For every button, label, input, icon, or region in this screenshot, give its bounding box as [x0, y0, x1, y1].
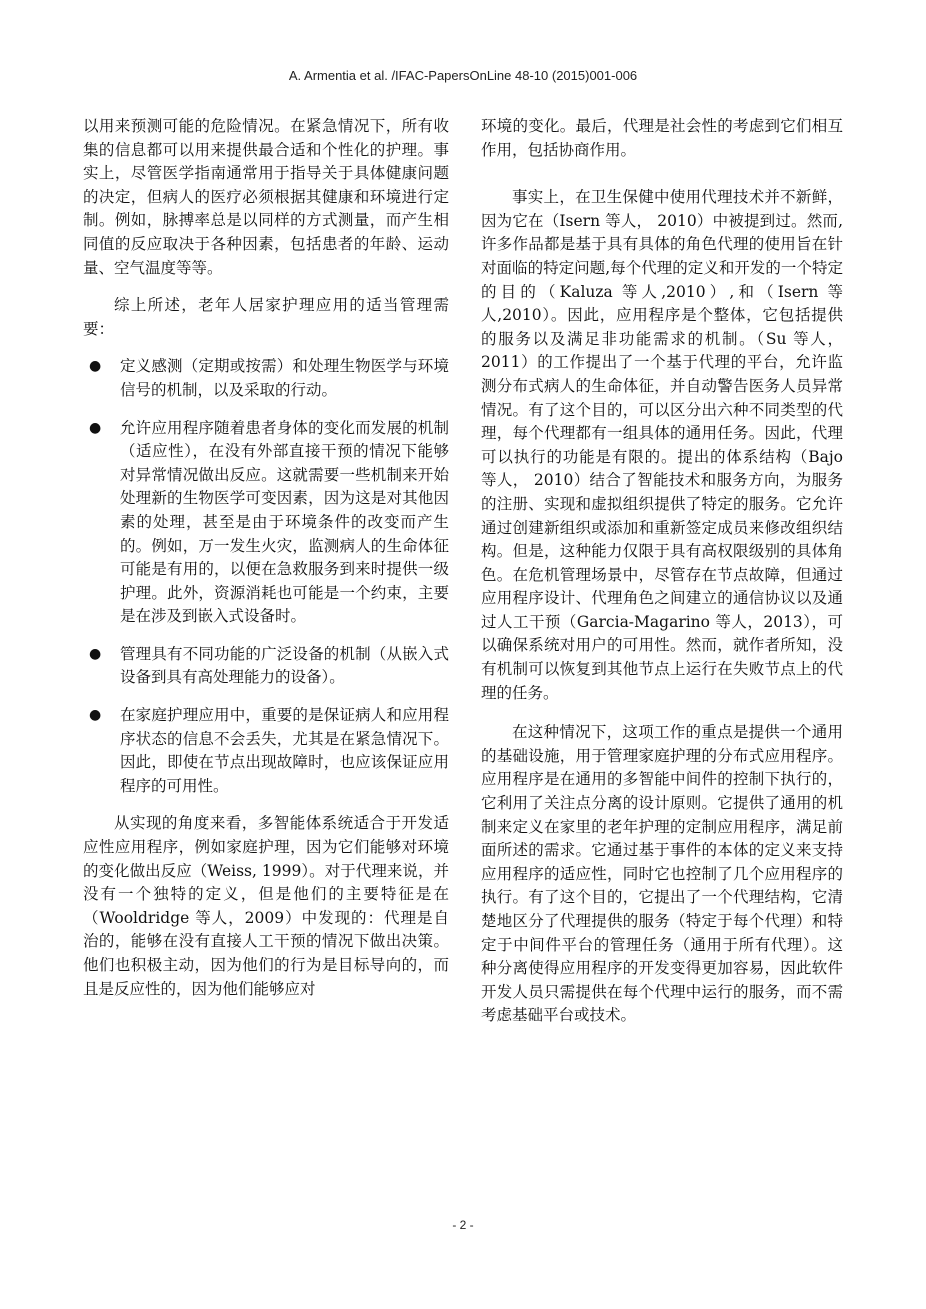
- list-item: [83, 643, 449, 690]
- bullet-dot-icon: ●: [89, 645, 102, 662]
- right-column: [481, 115, 843, 1028]
- left-column: [83, 115, 449, 1001]
- page-number: - 2 -: [452, 1218, 474, 1232]
- paragraph: 环境的变化。最后，代理是社会性的考虑到它们相互作用，包括协商作用。: [481, 117, 843, 159]
- running-header: A. Armentia et al. /IFAC-PapersOnLine 48-10 (2015)001-006: [288, 68, 638, 83]
- list-item-text: 允许应用程序随着患者身体的变化而发展的机制（适应性），在没有外部直接干预的情况下能够对异常情况做出反应。这就需要一些机制来开始处理新的生物医学可变因素，因为这是对其他因素的处理，甚至是由于环境条件的改变而产生的。例如，万一发生火灾，监测病人的生命体征可能是有用的，以便在急救服务到来时提供一级护理。此外，资源消耗也可能是一个约束，主要是在涉及到嵌入式设备时。: [120, 418, 449, 626]
- list-item: [83, 355, 449, 402]
- list-item-text: 定义感测（定期或按需）和处理生物医学与环境信号的机制，以及采取的行动。: [120, 357, 449, 399]
- requirement-list: [83, 355, 449, 798]
- bullet-dot-icon: ●: [89, 707, 102, 724]
- list-item-text: 在家庭护理应用中，重要的是保证病人和应用程序状态的信息不会丢失，尤其是在紧急情况下。因此，即使在节点出现故障时，也应该保证应用程序的可用性。: [120, 706, 449, 795]
- paragraph: 事实上，在卫生保健中使用代理技术并不新鲜，因为它在（Isern 等人， 2010）中被提到过。然而,许多作品都是基于具有具体的角色代理的使用旨在针对面临的特定问题,每个代理的定义和开发的一个特定的目的（Kaluza 等人,2010）,和（Isern 等人,2010）。因此，应用程序是个整体，它包括提供的服务以及满足非功能需求的机制。（Su 等人，2011）的工作提出了一个基于代理的平台，允许监测分布式病人的生命体征，并自动警告医务人员异常情况。有了这个目的，可以区分出六种不同类型的代理，每个代理都有一组具体的通用任务。因此，代理可以执行的功能是有限的。提出的体系结构（Bajo 等人， 2010）结合了智能技术和服务方向，为服务的注册、实现和虚拟组织提供了特定的服务。它允许通过创建新组织或添加和重新签定成员来修改组织结构。但是，这种能力仅限于具有高权限级别的具体角色。在危机管理场景中，尽管存在节点故障，但通过应用程序设计、代理角色之间建立的通信协议以及通过人工干预（Garcia-Magarino 等人，2013），可以确保系统对用户的可用性。然而，就作者所知，没有机制可以恢复到其他节点上运行在失败节点上的代理的任务。: [481, 188, 843, 702]
- paragraph: 以用来预测可能的危险情况。在紧急情况下，所有收集的信息都可以用来提供最合适和个性化的护理。事实上，尽管医学指南通常用于指导关于具体健康问题的决定，但病人的医疗必须根据其健康和环境进行定制。例如，脉搏率总是以同样的方式测量，而产生相同值的反应取决于各种因素，包括患者的年龄、运动量、空气温度等等。: [83, 117, 449, 277]
- bullet-dot-icon: ●: [89, 358, 102, 375]
- paragraph: 综上所述，老年人居家护理应用的适当管理需要：: [83, 296, 449, 338]
- paragraph: 在这种情况下，这项工作的重点是提供一个通用的基础设施，用于管理家庭护理的分布式应用程序。应用程序是在通用的多智能中间件的控制下执行的，它利用了关注点分离的设计原则。它提供了通用的机制来定义在家里的老年护理的定制应用程序，满足前面所述的需求。它通过基于事件的本体的定义来支持应用程序的适应性，同时它也控制了几个应用程序的执行。有了这个目的，它提出了一个代理结构，它清楚地区分了代理提供的服务（特定于每个代理）和特定于中间件平台的管理任务（通用于所有代理）。这种分离使得应用程序的开发变得更加容易，因此软件开发人员只需提供在每个代理中运行的服务，而不需考虑基础平台或技术。: [481, 723, 843, 1025]
- paragraph: 从实现的角度来看，多智能体系统适合于开发适应性应用程序，例如家庭护理，因为它们能够对环境的变化做出反应（Weiss, 1999）。对于代理来说，并没有一个独特的定义，但是他们的主要特征是在（Wooldridge 等人，2009）中发现的：代理是自治的，能够在没有直接人工干预的情况下做出决策。他们也积极主动，因为他们的行为是目标导向的，而且是反应性的，因为他们能够应对: [83, 814, 449, 998]
- list-item: [83, 417, 449, 629]
- list-item-text: 管理具有不同功能的广泛设备的机制（从嵌入式设备到具有高处理能力的设备）。: [120, 644, 449, 687]
- bullet-dot-icon: ●: [89, 419, 102, 436]
- list-item: [83, 704, 449, 798]
